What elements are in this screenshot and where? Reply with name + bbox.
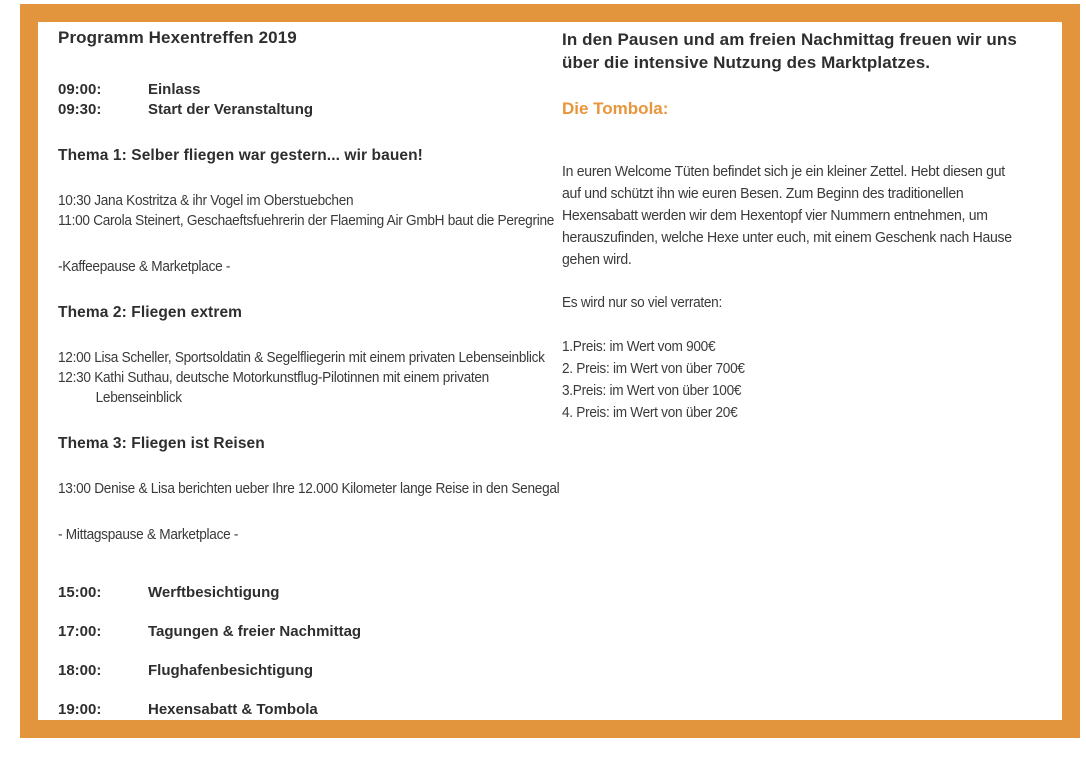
prize-line-3: 3.Preis: im Wert von über 100€ xyxy=(562,383,742,399)
page-border-frame xyxy=(20,4,1080,738)
tombola-paragraph: In euren Welcome Tüten befindet sich je ein kleiner Zettel. Hebt diesen gut auf und schützt ihn wie euren Besen. Zum Beginn des traditionellen Hexensabatt werden wir dem Hexentopf vier Nummern entnehmen, um herauszufinden, welche Hexe unter euch, mit einem Geschenk nach Hause gehen wird. xyxy=(562,164,1012,268)
schedule-row xyxy=(58,100,536,120)
schedule-row xyxy=(58,583,536,603)
schedule-label: Werftbesichtigung xyxy=(148,584,280,601)
program-title: Programm Hexentreffen 2019 xyxy=(58,28,297,47)
thema2-line: 12:30 Kathi Suthau, deutsche Motorkunstflug-Pilotinnen mit einem privaten xyxy=(58,370,489,386)
content-columns xyxy=(38,22,1062,739)
schedule-time: 09:30: xyxy=(58,101,102,118)
schedule-top xyxy=(58,80,536,120)
schedule-row xyxy=(58,700,536,720)
thema1-line: 11:00 Carola Steinert, Geschaeftsfuehrerin der Flaeming Air GmbH baut die Peregrine xyxy=(58,213,555,229)
marketplace-intro-heading: In den Pausen und am freien Nachmittag freuen wir uns über die intensive Nutzung des Marktplatzes. xyxy=(562,30,1017,72)
schedule-row xyxy=(58,622,536,642)
schedule-time: 19:00: xyxy=(58,701,102,718)
schedule-label: Hexensabatt & Tombola xyxy=(148,701,318,718)
tombola-heading: Die Tombola: xyxy=(562,99,669,118)
schedule-row xyxy=(58,80,536,100)
thema3-heading: Thema 3: Fliegen ist Reisen xyxy=(58,435,265,452)
lunch-break-line: - Mittagspause & Marketplace - xyxy=(58,527,239,543)
schedule-time: 15:00: xyxy=(58,584,102,601)
reveal-line: Es wird nur so viel verraten: xyxy=(562,295,722,311)
schedule-label: Tagungen & freier Nachmittag xyxy=(148,623,362,640)
schedule-row xyxy=(58,661,536,681)
prize-line-1: 1.Preis: im Wert vom 900€ xyxy=(562,339,716,355)
prize-line-4: 4. Preis: im Wert von über 20€ xyxy=(562,405,738,421)
program-column xyxy=(58,26,560,739)
prize-list xyxy=(562,336,1040,424)
schedule-time: 18:00: xyxy=(58,662,102,679)
schedule-time: 17:00: xyxy=(58,623,102,640)
thema3-line: 13:00 Denise & Lisa berichten ueber Ihre 12.000 Kilometer lange Reise in den Senegal xyxy=(58,481,560,497)
tombola-column xyxy=(562,26,1040,739)
thema1-line: 10:30 Jana Kostritza & ihr Vogel im Oberstuebchen xyxy=(58,193,354,209)
schedule-label: Flughafenbesichtigung xyxy=(148,662,313,679)
coffee-break-line: -Kaffeepause & Marketplace - xyxy=(58,259,231,275)
schedule-bottom xyxy=(58,583,536,720)
schedule-label: Einlass xyxy=(148,81,201,98)
thema2-line: 12:00 Lisa Scheller, Sportsoldatin & Segelfliegerin mit einem privaten Lebenseinblick xyxy=(58,350,545,366)
thema2-line-continuation: Lebenseinblick xyxy=(95,390,182,406)
thema2-heading: Thema 2: Fliegen extrem xyxy=(58,304,243,321)
thema1-heading: Thema 1: Selber fliegen war gestern... wir bauen! xyxy=(58,147,423,164)
schedule-time: 09:00: xyxy=(58,81,102,98)
schedule-label: Start der Veranstaltung xyxy=(148,101,314,118)
prize-line-2: 2. Preis: im Wert von über 700€ xyxy=(562,361,745,377)
